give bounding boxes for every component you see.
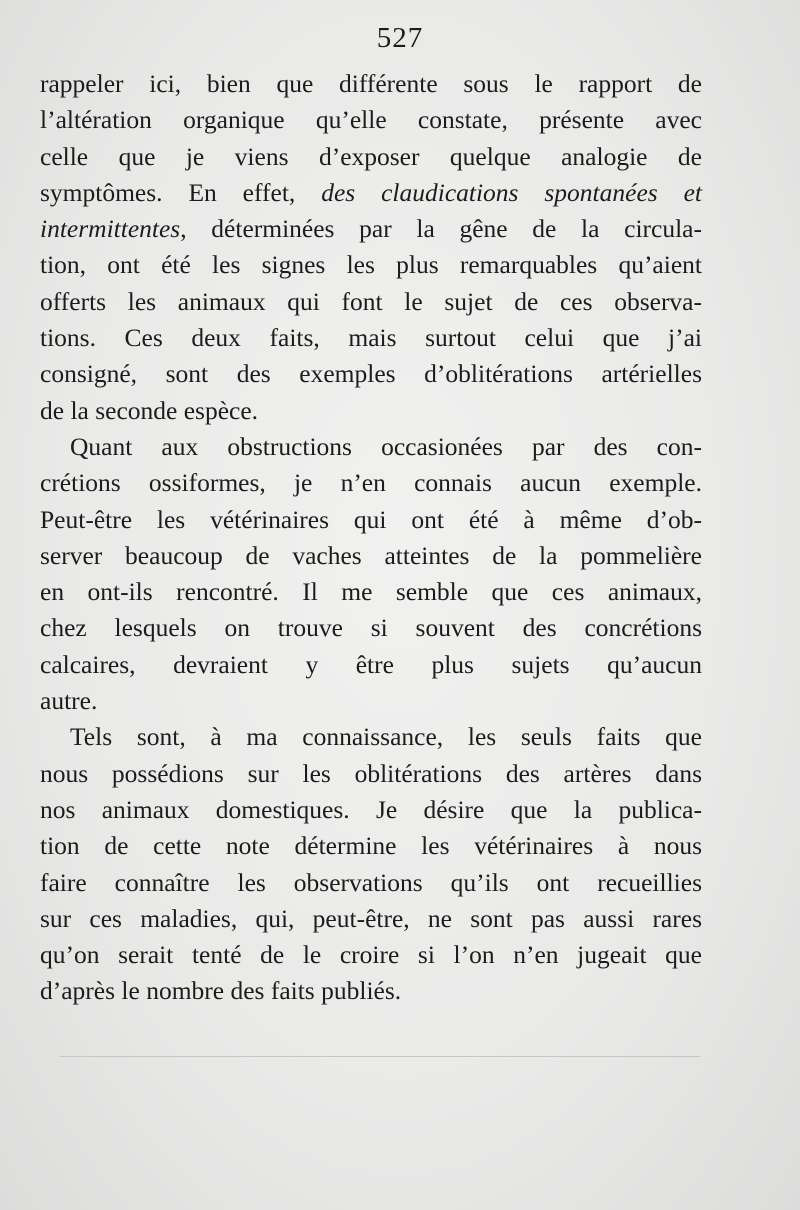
- page-number: 527: [376, 22, 424, 54]
- italic-fragment: des claudications spontanées et: [321, 177, 702, 207]
- text-line: crétions ossiformes, je n’en connais aucun exemple.: [40, 468, 702, 498]
- text-line: tion de cette note détermine les vétérinaires à nous: [40, 831, 702, 861]
- text-line: Tels sont, à ma connaissance, les seuls faits que: [70, 722, 702, 752]
- footnote-separator-rule: [60, 1056, 700, 1057]
- text-line: qu’on serait tenté de le croire si l’on n’en jugeait que: [40, 940, 702, 970]
- text-line: consigné, sont des exemples d’oblitérations artérielles: [40, 359, 702, 389]
- body-text: [40, 66, 702, 1010]
- text-line: celle que je viens d’exposer quelque analogie de: [40, 141, 702, 171]
- text-line: en ont-ils rencontré. Il me semble que ces animaux,: [40, 577, 702, 607]
- text-line: tions. Ces deux faits, mais surtout celui que j’ai: [40, 323, 702, 353]
- text-line: Quant aux obstructions occasionées par des con-: [70, 431, 702, 461]
- text-line: server beaucoup de vaches atteintes de la pommelière: [40, 540, 702, 570]
- text-line: calcaires, devraient y être plus sujets qu’aucun: [40, 649, 702, 679]
- text-line: tion, ont été les signes les plus remarquables qu’aient: [40, 250, 702, 280]
- text-line: autre.: [40, 686, 98, 716]
- text-line: offerts les animaux qui font le sujet de ces observa-: [40, 286, 702, 316]
- text-line: l’altération organique qu’elle constate, présente avec: [40, 105, 702, 135]
- text-fragment: symptômes. En effet,: [40, 177, 322, 207]
- text-line: sur ces maladies, qui, peut-être, ne sont pas aussi rares: [40, 903, 702, 933]
- text-fragment: , déterminées par la gêne de la circula-: [180, 214, 702, 244]
- text-line: nous possédions sur les oblitérations des artères dans: [40, 758, 702, 788]
- italic-fragment: intermittentes: [40, 214, 181, 244]
- text-line: rappeler ici, bien que différente sous le rapport de: [40, 69, 702, 98]
- text-line: faire connaître les observations qu’ils ont recueillies: [40, 867, 702, 897]
- text-line: nos animaux domestiques. Je désire que la publica-: [40, 794, 702, 824]
- text-line-with-italic: [40, 175, 702, 211]
- text-line-with-italic: [40, 211, 702, 247]
- text-line: chez lesquels on trouve si souvent des concrétions: [40, 613, 702, 643]
- text-line: de la seconde espèce.: [40, 395, 259, 425]
- text-line: Peut-être les vétérinaires qui ont été à même d’ob-: [40, 504, 702, 534]
- text-line: d’après le nombre des faits publiés.: [40, 976, 402, 1006]
